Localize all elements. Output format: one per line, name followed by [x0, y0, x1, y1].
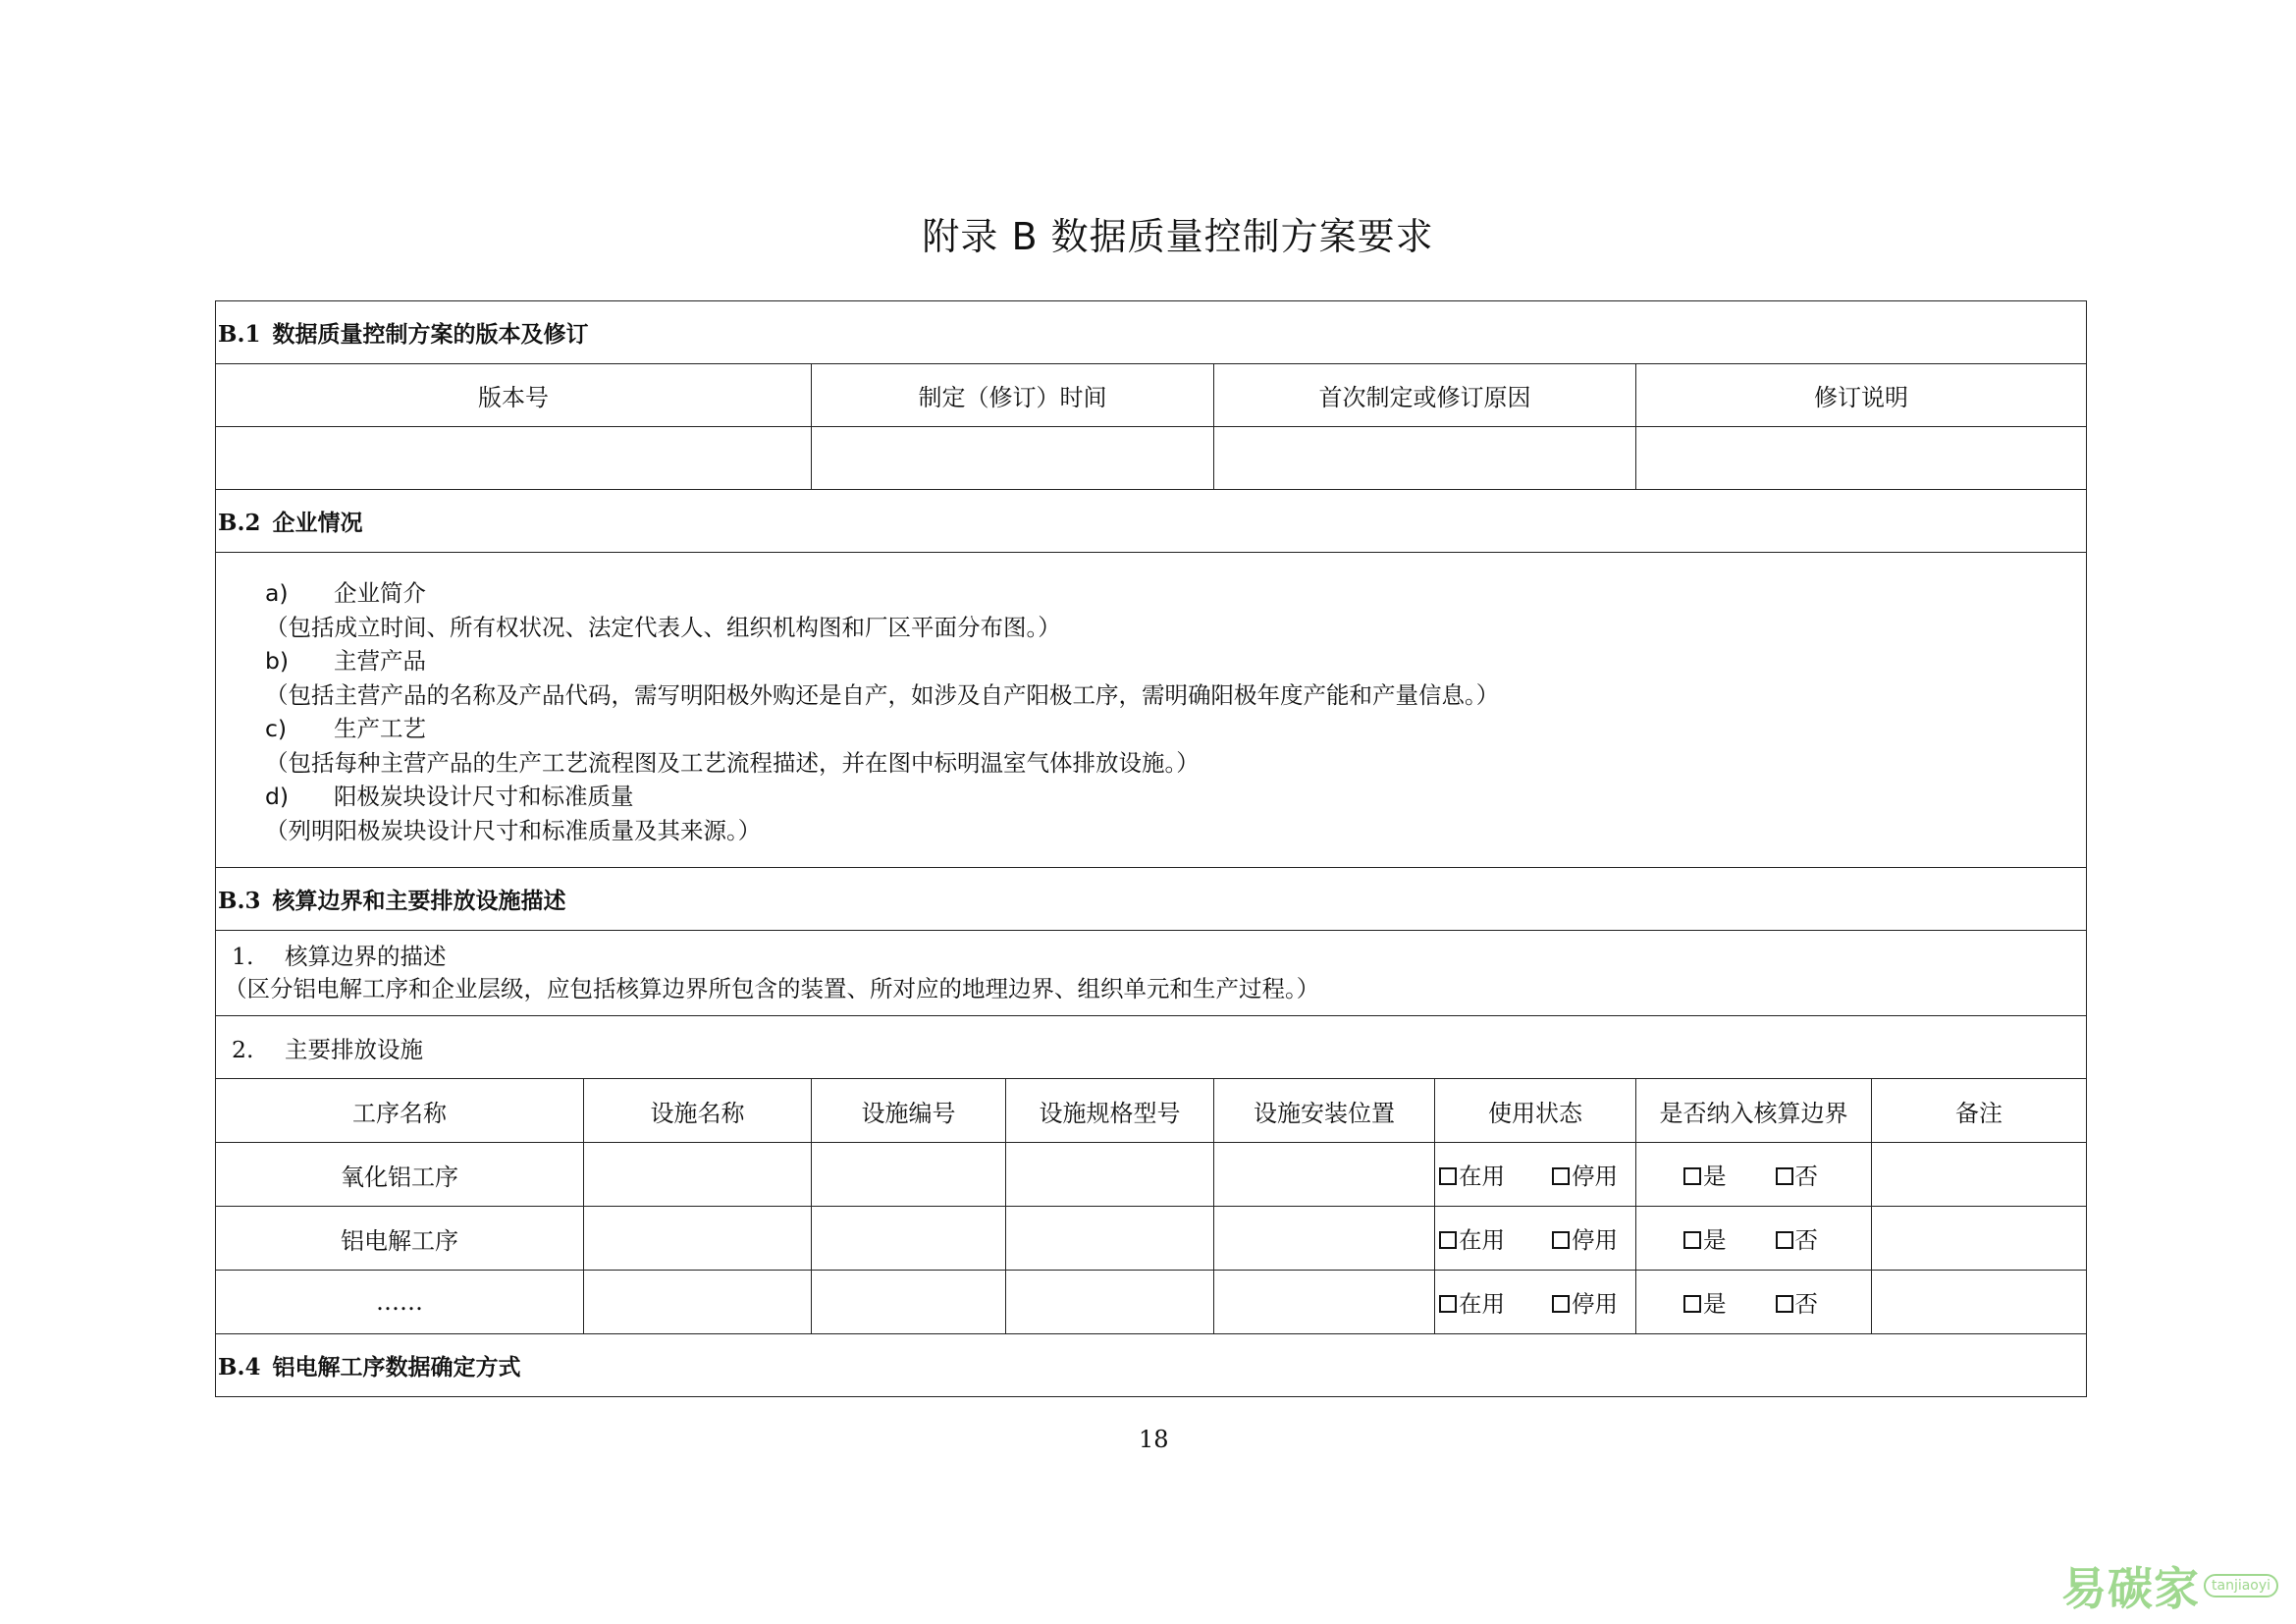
in-use-checkbox[interactable]: 在用 [1435, 1163, 1505, 1190]
usage-status-cell [1435, 1207, 1636, 1271]
anode-item-title: d) 阳极炭块设计尺寸和标准质量 [265, 783, 634, 810]
process-name-cell: 铝电解工序 [216, 1207, 584, 1271]
version-number-header: 版本号 [216, 364, 812, 427]
section-b4-header [216, 1334, 2087, 1397]
yes-checkbox[interactable]: 是 [1636, 1226, 1727, 1254]
table-row [216, 1207, 2087, 1271]
checkbox-icon [1683, 1231, 1701, 1249]
in-use-checkbox[interactable]: 在用 [1435, 1290, 1505, 1318]
no-checkbox[interactable]: 否 [1776, 1163, 1819, 1190]
no-checkbox[interactable]: 否 [1776, 1290, 1819, 1318]
facility-location-cell[interactable] [1214, 1271, 1435, 1334]
process-item-title: c) 生产工艺 [265, 715, 426, 742]
facility-model-cell[interactable] [1006, 1207, 1214, 1271]
yes-checkbox[interactable]: 是 [1636, 1290, 1727, 1318]
facility-location-header: 设施安装位置 [1214, 1079, 1435, 1143]
in-boundary-cell [1636, 1143, 1872, 1207]
quality-plan-table [215, 300, 2087, 1397]
boundary-title: 核算边界的描述 [285, 943, 447, 970]
facility-location-cell[interactable] [1214, 1143, 1435, 1207]
in-boundary-header: 是否纳入核算边界 [1636, 1079, 1872, 1143]
facility-name-cell[interactable] [584, 1143, 812, 1207]
revision-reason-cell[interactable] [1214, 427, 1636, 490]
facilities-subheader-row [216, 1016, 2087, 1079]
checkbox-icon [1776, 1167, 1793, 1185]
page-number: 18 [1139, 1426, 1169, 1453]
facility-model-cell[interactable] [1006, 1143, 1214, 1207]
usage-status-header: 使用状态 [1435, 1079, 1636, 1143]
intro-item-desc: （包括成立时间、所有权状况、法定代表人、组织机构图和厂区平面分布图。） [265, 613, 1061, 641]
products-item-title: b) 主营产品 [265, 647, 426, 675]
version-header-row [216, 364, 2087, 427]
yes-checkbox[interactable]: 是 [1636, 1163, 1727, 1190]
facility-model-header: 设施规格型号 [1006, 1079, 1214, 1143]
process-name-cell: 氧化铝工序 [216, 1143, 584, 1207]
section-number: B.4 [218, 1354, 261, 1380]
section-b1-header [216, 301, 2087, 364]
boundary-desc: （区分铝电解工序和企业层级，应包括核算边界所包含的装置、所对应的地理边界、组织单元和生产过程。） [224, 975, 1320, 1002]
facility-id-cell[interactable] [812, 1207, 1006, 1271]
remarks-cell[interactable] [1872, 1271, 2087, 1334]
stopped-checkbox[interactable]: 停用 [1552, 1290, 1618, 1318]
checkbox-icon [1683, 1167, 1701, 1185]
table-row [216, 1143, 2087, 1207]
enterprise-info-cell [216, 553, 2087, 868]
section-number: B.1 [218, 321, 261, 348]
version-number-cell[interactable] [216, 427, 812, 490]
section-title: 数据质量控制方案的版本及修订 [272, 321, 589, 348]
in-boundary-cell [1636, 1271, 1872, 1334]
intro-item-title: a) 企业简介 [265, 579, 426, 607]
page-title: 附录 B 数据质量控制方案要求 [922, 215, 1434, 258]
facility-name-header: 设施名称 [584, 1079, 812, 1143]
in-use-checkbox[interactable]: 在用 [1435, 1226, 1505, 1254]
section-number: B.2 [218, 510, 261, 536]
facility-model-cell[interactable] [1006, 1271, 1214, 1334]
facility-id-cell[interactable] [812, 1271, 1006, 1334]
remarks-cell[interactable] [1872, 1207, 2087, 1271]
facilities-number: 2. [232, 1035, 254, 1063]
section-title: 核算边界和主要排放设施描述 [272, 888, 566, 914]
revision-notes-cell[interactable] [1636, 427, 2087, 490]
checkbox-icon [1552, 1167, 1570, 1185]
checkbox-icon [1439, 1295, 1457, 1313]
watermark-badge: tanjiaoyi [2204, 1574, 2278, 1597]
facilities-header-row [216, 1079, 2087, 1143]
stopped-checkbox[interactable]: 停用 [1552, 1163, 1618, 1190]
watermark-logo [2061, 1556, 2287, 1615]
checkbox-icon [1776, 1295, 1793, 1313]
section-b3-header [216, 868, 2087, 931]
boundary-row [216, 931, 2087, 1016]
usage-status-cell [1435, 1143, 1636, 1207]
watermark-text: 易碳家 [2061, 1562, 2200, 1615]
boundary-number: 1. [232, 943, 254, 970]
revision-time-cell[interactable] [812, 427, 1214, 490]
process-item-desc: （包括每种主营产品的生产工艺流程图及工艺流程描述，并在图中标明温室气体排放设施。） [265, 748, 1200, 777]
facility-name-cell[interactable] [584, 1207, 812, 1271]
checkbox-icon [1776, 1231, 1793, 1249]
facility-name-cell[interactable] [584, 1271, 812, 1334]
no-checkbox[interactable]: 否 [1776, 1226, 1819, 1254]
section-title: 铝电解工序数据确定方式 [272, 1354, 521, 1380]
checkbox-icon [1439, 1231, 1457, 1249]
remarks-cell[interactable] [1872, 1143, 2087, 1207]
checkbox-icon [1552, 1295, 1570, 1313]
facility-id-cell[interactable] [812, 1143, 1006, 1207]
boundary-cell [216, 931, 2087, 1016]
enterprise-info-row [216, 553, 2087, 868]
table-row [216, 1271, 2087, 1334]
process-name-cell: …… [216, 1271, 584, 1334]
revision-reason-header: 首次制定或修订原因 [1214, 364, 1636, 427]
remarks-header: 备注 [1872, 1079, 2087, 1143]
checkbox-icon [1439, 1167, 1457, 1185]
in-boundary-cell [1636, 1207, 1872, 1271]
anode-item-desc: （列明阳极炭块设计尺寸和标准质量及其来源。） [265, 816, 762, 844]
section-title: 企业情况 [272, 510, 363, 536]
checkbox-icon [1683, 1295, 1701, 1313]
checkbox-icon [1552, 1231, 1570, 1249]
revision-time-header: 制定（修订）时间 [812, 364, 1214, 427]
section-b2-header [216, 490, 2087, 553]
facilities-title: 主要排放设施 [285, 1035, 423, 1063]
facility-location-cell[interactable] [1214, 1207, 1435, 1271]
revision-notes-header: 修订说明 [1636, 364, 2087, 427]
usage-status-cell [1435, 1271, 1636, 1334]
stopped-checkbox[interactable]: 停用 [1552, 1226, 1618, 1254]
section-number: B.3 [218, 888, 261, 914]
products-item-desc: （包括主营产品的名称及产品代码，需写明阳极外购还是自产，如涉及自产阳极工序，需明确阳极年度产能和产量信息。） [265, 680, 1500, 709]
facility-id-header: 设施编号 [812, 1079, 1006, 1143]
version-blank-row [216, 427, 2087, 490]
process-name-header: 工序名称 [216, 1079, 584, 1143]
